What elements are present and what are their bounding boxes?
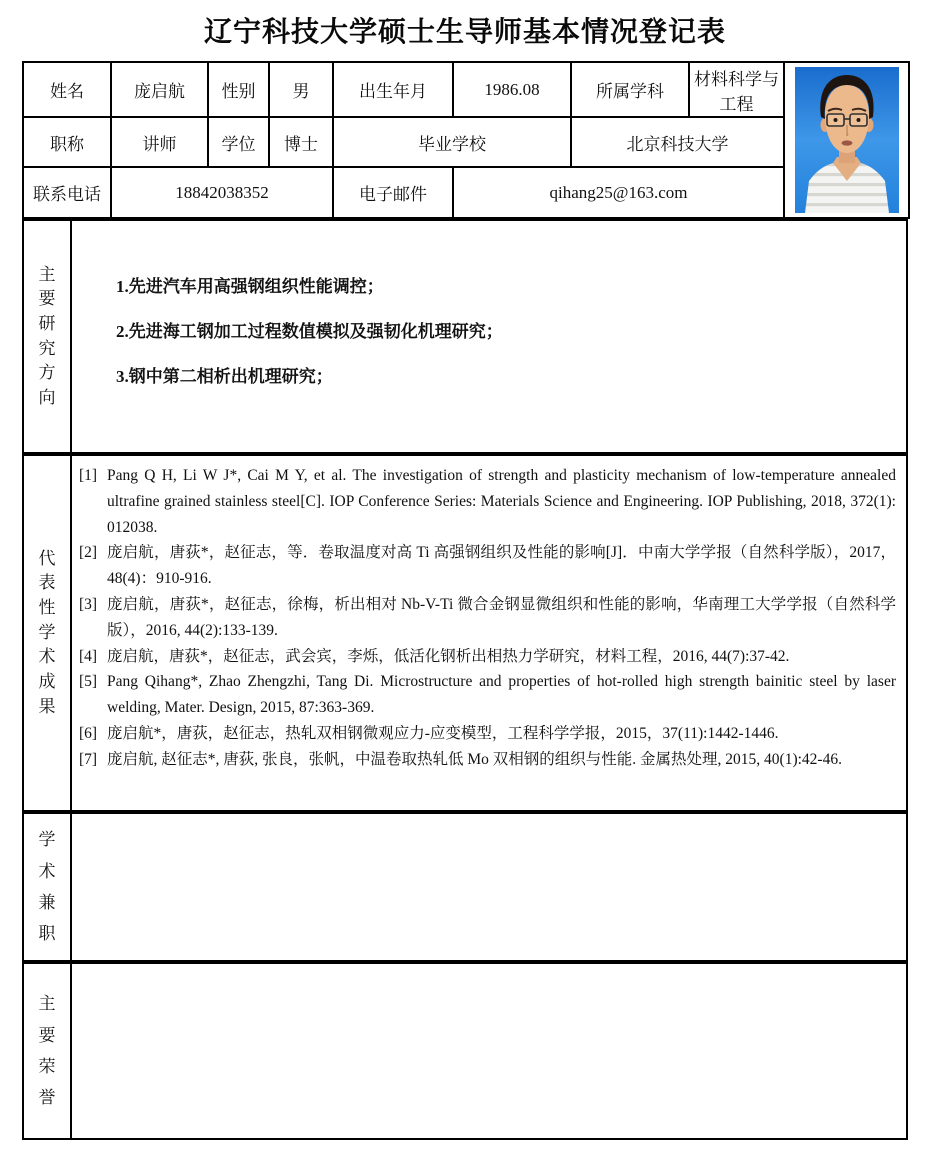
publication-item xyxy=(76,747,898,773)
vertical-label-char: 主 xyxy=(38,264,56,284)
publication-text: Pang Qihang*, Zhao Zhengzhi, Tang Di. Microstructure and properties of hot-rolled high strength bainitic steel by laser welding, Mater. Design, 2015, 87:363-369. xyxy=(107,673,896,717)
research-item: 2.先进海工钢加工过程数值模拟及强韧化机理研究； xyxy=(116,322,503,341)
vertical-label-char: 研 xyxy=(38,313,56,333)
vertical-label-char: 究 xyxy=(38,338,56,358)
vertical-label-char: 成 xyxy=(38,671,56,691)
birth-label: 出生年月 xyxy=(333,62,453,117)
publication-number: [7] xyxy=(79,750,98,768)
vertical-label-char: 术 xyxy=(38,647,56,667)
vertical-label-char: 果 xyxy=(38,696,56,716)
vertical-label-char: 兼 xyxy=(38,893,56,912)
publication-item xyxy=(76,644,898,670)
vertical-label-char: 要 xyxy=(38,1025,56,1045)
title-label: 职称 xyxy=(23,117,111,167)
publication-number: [1] xyxy=(79,467,98,484)
school-label: 毕业学校 xyxy=(333,117,571,167)
publication-item xyxy=(76,669,898,721)
gender-value: 男 xyxy=(269,62,333,117)
publication-item xyxy=(76,540,898,592)
publication-item xyxy=(76,463,898,540)
publication-item xyxy=(76,592,898,644)
vertical-label-char: 主 xyxy=(38,994,56,1014)
id-photo xyxy=(795,67,899,213)
vertical-label-char: 表 xyxy=(38,573,56,593)
mouth xyxy=(841,140,852,145)
phone-label: 联系电话 xyxy=(23,167,111,218)
research-item: 3.钢中第二相析出机理研究； xyxy=(116,367,333,386)
publication-text: Pang Q H, Li W J*, Cai M Y, et al. The investigation of strength and plasticity mechanism of low-temperature annealed ultrafine grained stainless steel[C]. IOP Conference Series: Materials Science and Engineering. IOP Publishing, 2018, 372(1): 012038. xyxy=(107,467,896,536)
vertical-label-char: 学 xyxy=(38,622,56,642)
publication-text: 庞启航，唐荻*，赵征志，武会宾，李烁，低活化钢析出相热力学研究，材料工程，2016, 44(7):37-42. xyxy=(107,647,790,665)
vertical-label-char: 荣 xyxy=(38,1057,56,1076)
publication-number: [5] xyxy=(79,673,98,691)
degree-value: 博士 xyxy=(269,117,333,167)
birth-value: 1986.08 xyxy=(453,62,571,117)
vertical-label-char: 向 xyxy=(38,387,56,407)
vertical-label-char: 性 xyxy=(38,598,56,618)
publication-number: [4] xyxy=(79,647,98,665)
vertical-label-char: 要 xyxy=(38,289,56,309)
degree-label: 学位 xyxy=(208,117,269,167)
discipline-label: 所属学科 xyxy=(571,62,689,117)
research-content xyxy=(72,221,906,452)
publication-text: 庞启航，唐荻*，赵征志，等．卷取温度对高 Ti 高强钢组织及性能的影响[J]．中南大学学报（自然科学版），2017，48(4)：910-916. xyxy=(107,544,896,588)
publication-text: 庞启航，唐荻*，赵征志，徐梅，析出相对 Nb-V-Ti 微合金钢显微组织和性能的影响，华南理工大学学报（自然科学版），2016, 44(2):133-139. xyxy=(107,595,896,639)
page-title: 辽宁科技大学硕士生导师基本情况登记表 xyxy=(203,16,726,47)
registration-form-page xyxy=(22,0,908,1140)
research-section-label xyxy=(24,221,72,452)
name-label: 姓名 xyxy=(23,62,111,117)
publication-item xyxy=(76,721,898,747)
vertical-label-char: 职 xyxy=(38,924,56,944)
honors-section xyxy=(22,962,908,1140)
phone-value: 18842038352 xyxy=(111,167,333,218)
research-item: 1.先进汽车用高强钢组织性能调控； xyxy=(116,277,384,296)
academic-posts-label xyxy=(24,814,72,960)
publication-text: 庞启航*，唐荻，赵征志，热轧双相钢微观应力-应变模型，工程科学学报，2015，37(11):1442-1446. xyxy=(107,724,779,742)
discipline-value: 材料科学与工程 xyxy=(689,62,784,117)
vertical-label-char: 学 xyxy=(38,830,56,850)
info-row-1 xyxy=(23,62,909,117)
honors-label xyxy=(24,964,72,1138)
info-row-3 xyxy=(23,167,909,218)
vertical-label-char: 方 xyxy=(38,363,56,383)
publications-section-label xyxy=(24,456,72,810)
right-eye xyxy=(856,118,860,122)
vertical-label-char: 代 xyxy=(38,548,56,568)
basic-info-table xyxy=(22,61,910,219)
publications-list xyxy=(72,456,906,810)
left-eye xyxy=(833,118,837,122)
photo-cell xyxy=(784,62,909,218)
school-value: 北京科技大学 xyxy=(571,117,784,167)
publication-text: 庞启航, 赵征志*, 唐荻, 张良，张帆，中温卷取热轧低 Mo 双相钢的组织与性能. 金属热处理, 2015, 40(1):42-46. xyxy=(107,750,842,768)
info-row-2 xyxy=(23,117,909,167)
honors-content xyxy=(72,964,906,1138)
vertical-label-char: 誉 xyxy=(38,1088,56,1108)
email-value: qihang25@163.com xyxy=(453,167,784,218)
publication-number: [3] xyxy=(79,595,98,613)
publications-section xyxy=(22,454,908,812)
vertical-label-char: 术 xyxy=(38,861,56,881)
publication-number: [6] xyxy=(79,724,98,742)
publication-number: [2] xyxy=(79,544,98,562)
academic-posts-section xyxy=(22,812,908,962)
research-section xyxy=(22,219,908,454)
academic-posts-content xyxy=(72,814,906,960)
name-value: 庞启航 xyxy=(111,62,208,117)
title-value: 讲师 xyxy=(111,117,208,167)
gender-label: 性别 xyxy=(208,62,269,117)
email-label: 电子邮件 xyxy=(333,167,453,218)
